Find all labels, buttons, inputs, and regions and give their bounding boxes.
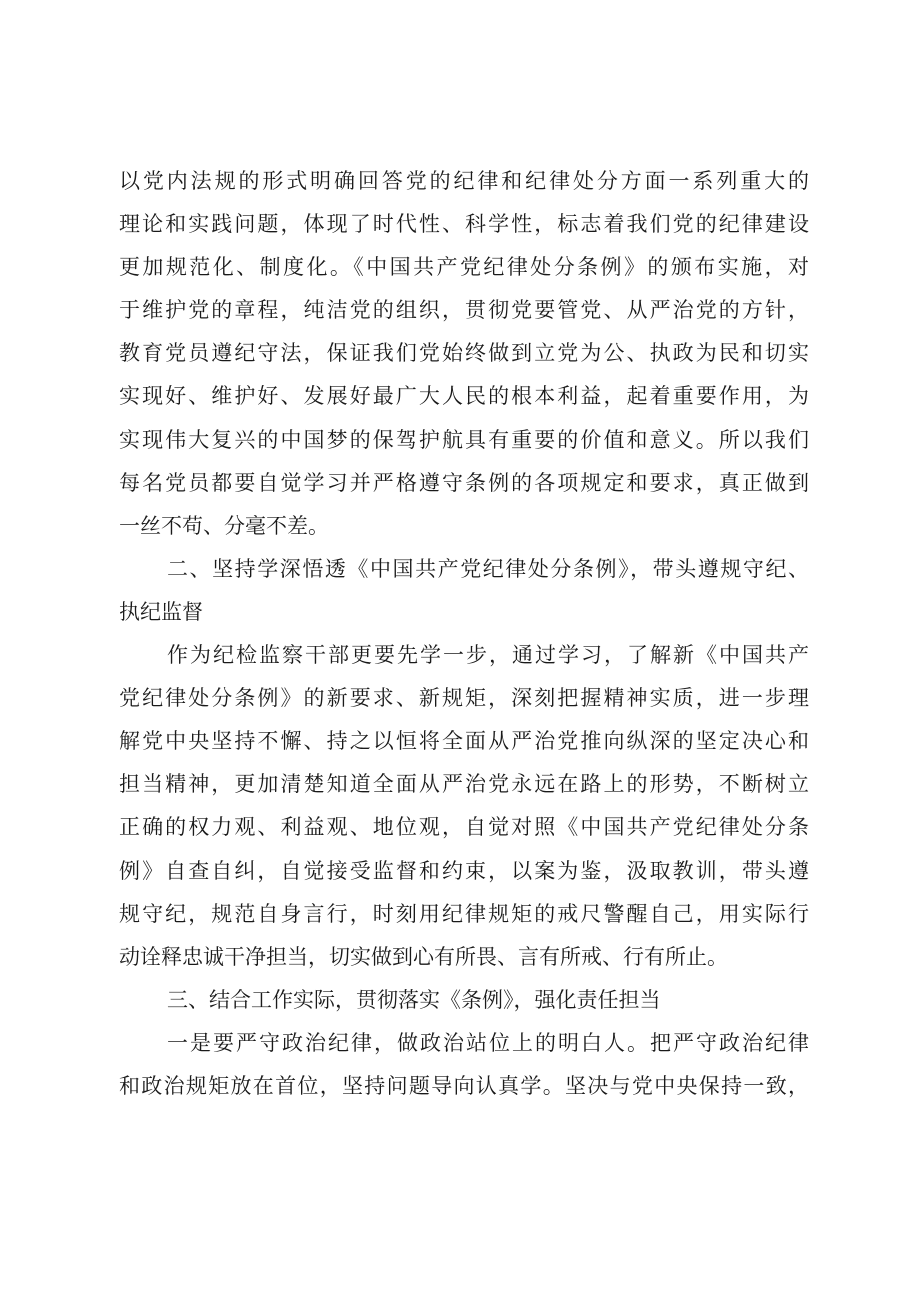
paragraph-line: 实现伟大复兴的中国梦的保驾护航具有重要的价值和意义。所以我们 bbox=[119, 427, 809, 452]
paragraph-line: 例》自查自纠，自觉接受监督和约束，以案为鉴，汲取教训，带头遵 bbox=[119, 858, 809, 883]
section-heading: 执纪监督 bbox=[119, 599, 203, 624]
paragraph-line: 和政治规矩放在首位，坚持问题导向认真学。坚决与党中央保持一致， bbox=[119, 1073, 809, 1098]
paragraph-line: 理论和实践问题，体现了时代性、科学性，标志着我们党的纪律建设 bbox=[119, 212, 809, 237]
paragraph-line: 作为纪检监察干部更要先学一步，通过学习，了解新《中国共产 bbox=[167, 643, 809, 668]
paragraph-line: 一是要严守政治纪律，做政治站位上的明白人。把严守政治纪律 bbox=[167, 1030, 809, 1055]
paragraph-line: 实现好、维护好、发展好最广大人民的根本利益，起着重要作用，为 bbox=[119, 384, 809, 409]
paragraph-line: 一丝不苟、分毫不差。 bbox=[119, 513, 329, 538]
section-heading: 二、坚持学深悟透《中国共产党纪律处分条例》，带头遵规守纪、 bbox=[167, 556, 809, 581]
section-heading: 三、结合工作实际，贯彻落实《条例》，强化责任担当 bbox=[167, 987, 661, 1012]
paragraph-line: 党纪律处分条例》的新要求、新规矩，深刻把握精神实质，进一步理 bbox=[119, 686, 809, 711]
paragraph-line: 每名党员都要自觉学习并严格遵守条例的各项规定和要求，真正做到 bbox=[119, 470, 809, 495]
paragraph-line: 教育党员遵纪守法，保证我们党始终做到立党为公、执政为民和切实 bbox=[119, 341, 809, 366]
paragraph-line: 担当精神，更加清楚知道全面从严治党永远在路上的形势，不断树立 bbox=[119, 772, 809, 797]
paragraph-line: 以党内法规的形式明确回答党的纪律和纪律处分方面一系列重大的 bbox=[119, 169, 809, 193]
document-body bbox=[119, 160, 809, 1108]
paragraph-line: 规守纪，规范自身言行，时刻用纪律规矩的戒尺警醒自己，用实际行 bbox=[119, 901, 809, 926]
paragraph-line: 正确的权力观、利益观、地位观，自觉对照《中国共产党纪律处分条 bbox=[119, 815, 809, 840]
paragraph-line: 于维护党的章程，纯洁党的组织，贯彻党要管党、从严治党的方针， bbox=[119, 298, 809, 323]
paragraph-line: 更加规范化、制度化。《中国共产党纪律处分条例》的颁布实施，对 bbox=[119, 255, 809, 280]
paragraph-line: 解党中央坚持不懈、持之以恒将全面从严治党推向纵深的坚定决心和 bbox=[119, 729, 809, 754]
paragraph-line: 动诠释忠诚干净担当，切实做到心有所畏、言有所戒、行有所止。 bbox=[119, 944, 728, 969]
